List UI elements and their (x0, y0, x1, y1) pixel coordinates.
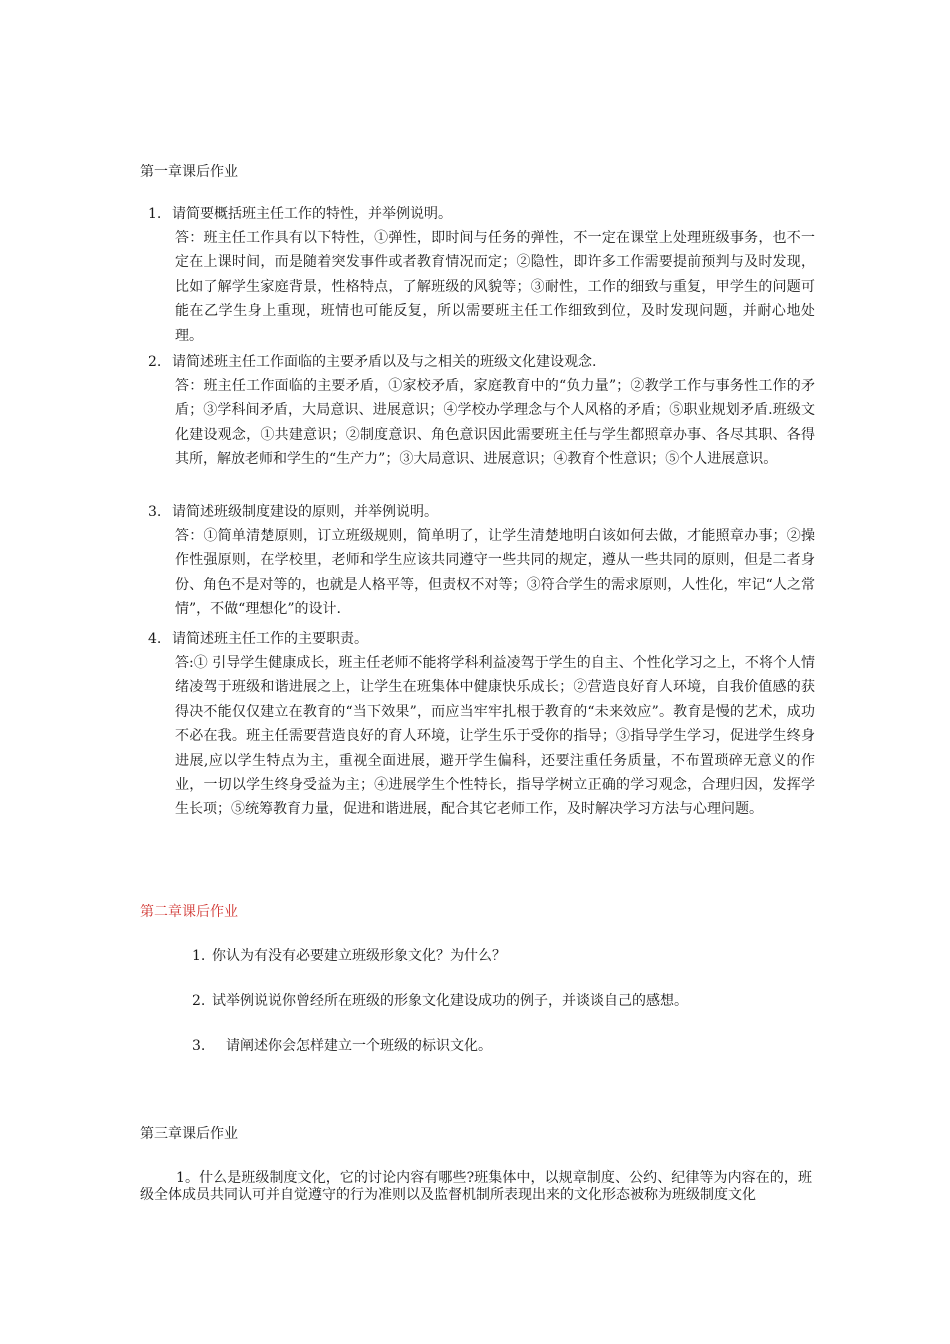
item-text: 你认为有没有必要建立班级形象文化？为什么？ (212, 948, 506, 964)
item-text: 试举例说说你曾经所在班级的形象文化建设成功的例子，并谈谈自己的感想。 (212, 993, 688, 1009)
chapter1-title: 第一章课后作业 (140, 164, 238, 180)
chapter1-answer-1: 答：班主任工作具有以下特性，①弹性，即时间与任务的弹性，不一定在课堂上处理班级事务，也不一定在上课时间，而是随着突发事件或者教育情况而定；②隐性，即许多工作需要提前预判与及时发现，比如了解学生家庭背景，性格特点，了解班级的风貌等；③耐性，工作的细致与重复，甲学生的问题可能在乙学生身上重现，班情也可能反复，所以需要班主任工作细致到位，及时发现问题，并耐心地处理。 (175, 230, 815, 344)
chapter3-title: 第三章课后作业 (140, 1126, 238, 1142)
chapter2-item-1 (192, 946, 506, 966)
chapter1-question-4 (148, 627, 818, 651)
question-number: 2. (148, 354, 162, 370)
chapter2-item-3 (192, 1036, 492, 1056)
question-text: 请简要概括班主任工作的特性，并举例说明。 (172, 206, 452, 222)
chapter1-answer-4: 答:① 引导学生健康成长，班主任老师不能将学科利益凌驾于学生的自主、个性化学习之上，不将个人情绪凌驾于班级和谐进展之上，让学生在班集体中健康快乐成长；②营造良好育人环境，自我价值感的获得决不能仅仅建立在教育的“当下效果”，而应当牢牢扎根于教育的“未来效应”。教育是慢的艺术，成功不必在我。班主任需要营造良好的育人环境，让学生乐于受你的指导；③指导学生学习，促进学生终身进展,应以学生特点为主，重视全面进展，避开学生偏科，还要注重任务质量，不布置琐碎无意义的作业，一切以学生终身受益为主；④进展学生个性特长，指导学树立正确的学习观念，合理归因，发挥学生长项；⑤统筹教育力量，促进和谐进展，配合其它老师工作，及时解决学习方法与心理问题。 (175, 655, 815, 818)
question-text: 请简述班级制度建设的原则，并举例说明。 (172, 504, 438, 520)
item-number: 1. (192, 948, 206, 964)
question-number: 4. (148, 631, 162, 647)
question-text: 请简述班主任工作面临的主要矛盾以及与之相关的班级文化建设观念. (172, 354, 597, 370)
question-number: 3. (148, 504, 162, 520)
item-text: 请阐述你会怎样建立一个班级的标识文化。 (226, 1038, 492, 1054)
item-number: 3. (192, 1038, 206, 1054)
chapter3-paragraph: 1。什么是班级制度文化，它的讨论内容有哪些?班集体中，以规章制度、公约、纪律等为内容在的，班级全体成员共同认可并自觉遵守的行为准则以及监督机制所表现出来的文化形态被称为班级制度文化 (140, 1170, 812, 1203)
chapter1-answer-3: 答：①简单清楚原则，订立班级规则，简单明了，让学生清楚地明白该如何去做，才能照章办事；②操作性强原则，在学校里，老师和学生应该共同遵守一些共同的规定，遵从一些共同的原则，但是二者身份、角色不是对等的，也就是人格平等，但责权不对等；③符合学生的需求原则，人性化，牢记“人之常情”，不做“理想化”的设计. (175, 528, 815, 618)
chapter1-question-3 (148, 500, 818, 524)
chapter1-question-2 (148, 350, 818, 374)
chapter1-question-1 (148, 202, 818, 226)
chapter2-title: 第二章课后作业 (140, 904, 238, 920)
item-number: 2. (192, 993, 206, 1009)
chapter2-item-2 (192, 991, 688, 1011)
question-text: 请简述班主任工作的主要职责。 (172, 631, 368, 647)
question-number: 1. (148, 206, 162, 222)
chapter1-answer-2: 答：班主任工作面临的主要矛盾，①家校矛盾，家庭教育中的“负力量”；②教学工作与事务性工作的矛盾；③学科间矛盾，大局意识、进展意识；④学校办学理念与个人风格的矛盾；⑤职业规划矛盾.班级文化建设观念，①共建意识；②制度意识、角色意识因此需要班主任与学生都照章办事、各尽其职、各得其所，解放老师和学生的“生产力”；③大局意识、进展意识；④教育个性意识；⑤个人进展意识。 (175, 378, 815, 468)
